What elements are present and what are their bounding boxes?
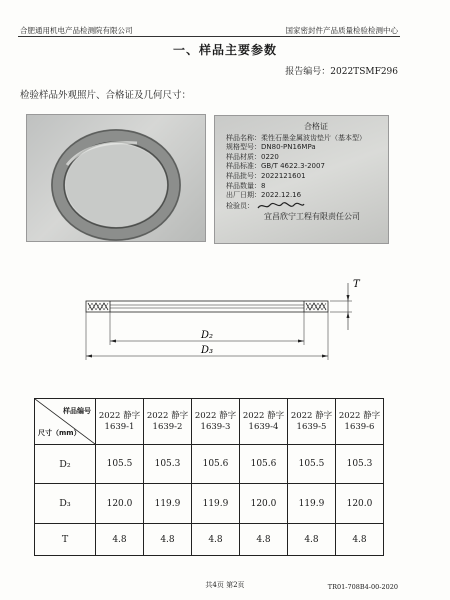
certificate-line: 样品材质：0220 <box>226 152 279 161</box>
header-rule <box>18 36 400 37</box>
table-cell: 105.3 <box>144 445 192 484</box>
d2-label: D₂ <box>201 330 214 341</box>
document-code: TR01-708B4-00-2020 <box>327 583 398 591</box>
table-row <box>35 445 384 484</box>
row-label: D₂ <box>35 445 96 484</box>
sample-column-header: 2022 静字 1639-6 <box>336 399 384 445</box>
thickness-label: T <box>353 279 360 290</box>
certificate-line: 样品名称：柔性石墨金属波齿垫片（基本型） <box>226 133 366 142</box>
table-cell: 120.0 <box>240 484 288 524</box>
certificate-title: 合格证 <box>304 122 328 131</box>
sample-column-header: 2022 静字 1639-5 <box>288 399 336 445</box>
sample-column-header: 2022 静字 1639-2 <box>144 399 192 445</box>
sample-number-header: 样品编号 <box>63 407 91 415</box>
photo-caption: 检验样品外观照片、合格证及几何尺寸： <box>20 90 192 101</box>
table-cell: 4.8 <box>192 524 240 556</box>
certificate-line <box>226 201 376 212</box>
inspector-label: 检验员： <box>226 201 254 210</box>
table-cell: 4.8 <box>336 524 384 556</box>
header-center: 国家密封件产品质量检验检测中心 <box>285 26 398 35</box>
certificate-line: 出厂日期：2022.12.16 <box>226 191 302 200</box>
table-row <box>35 524 384 556</box>
table-cell: 4.8 <box>240 524 288 556</box>
table-cell: 105.6 <box>192 445 240 484</box>
sample-photo <box>26 114 206 242</box>
dimension-table <box>34 398 384 556</box>
table-row <box>35 484 384 524</box>
table-cell: 105.6 <box>240 445 288 484</box>
sample-column-header: 2022 静字 1639-1 <box>96 399 144 445</box>
certificate-line: 样品数量：8 <box>226 181 266 190</box>
d3-label: D₃ <box>201 345 214 356</box>
table-header-row <box>35 399 384 445</box>
gasket-drawing <box>80 275 370 370</box>
row-label: T <box>35 524 96 556</box>
certificate-company: 宜昌欣宁工程有限责任公司 <box>264 212 360 222</box>
table-cell: 120.0 <box>336 484 384 524</box>
certificate-line: 样品批号：2022121601 <box>226 171 306 180</box>
sample-column-header: 2022 静字 1639-3 <box>192 399 240 445</box>
certificate-text <box>226 122 376 222</box>
row-label: D₃ <box>35 484 96 524</box>
table-cell: 4.8 <box>144 524 192 556</box>
gasket-photo-image <box>27 115 205 241</box>
table-cell: 119.9 <box>288 484 336 524</box>
table-cell: 105.5 <box>288 445 336 484</box>
inspector-signature <box>256 201 306 211</box>
table-cell: 105.3 <box>336 445 384 484</box>
table-corner-cell <box>35 399 96 445</box>
table-cell: 119.9 <box>144 484 192 524</box>
report-number: 报告编号：2022TSMF296 <box>285 67 398 77</box>
table-cell: 105.5 <box>96 445 144 484</box>
sample-column-header: 2022 静字 1639-4 <box>240 399 288 445</box>
section-title: 一、样品主要参数 <box>172 43 277 57</box>
table-cell: 4.8 <box>288 524 336 556</box>
page-number: 共4页 第2页 <box>205 581 245 589</box>
table-cell: 120.0 <box>96 484 144 524</box>
table-cell: 4.8 <box>96 524 144 556</box>
dimension-header: 尺寸（mm） <box>38 429 81 437</box>
table-cell: 119.9 <box>192 484 240 524</box>
certificate-line: 规格型号：DN80-PN16MPa <box>226 143 316 152</box>
header-institute: 合肥通用机电产品检测院有限公司 <box>20 26 133 35</box>
certificate-line: 样品标准：GB/T 4622.3-2007 <box>226 162 325 171</box>
